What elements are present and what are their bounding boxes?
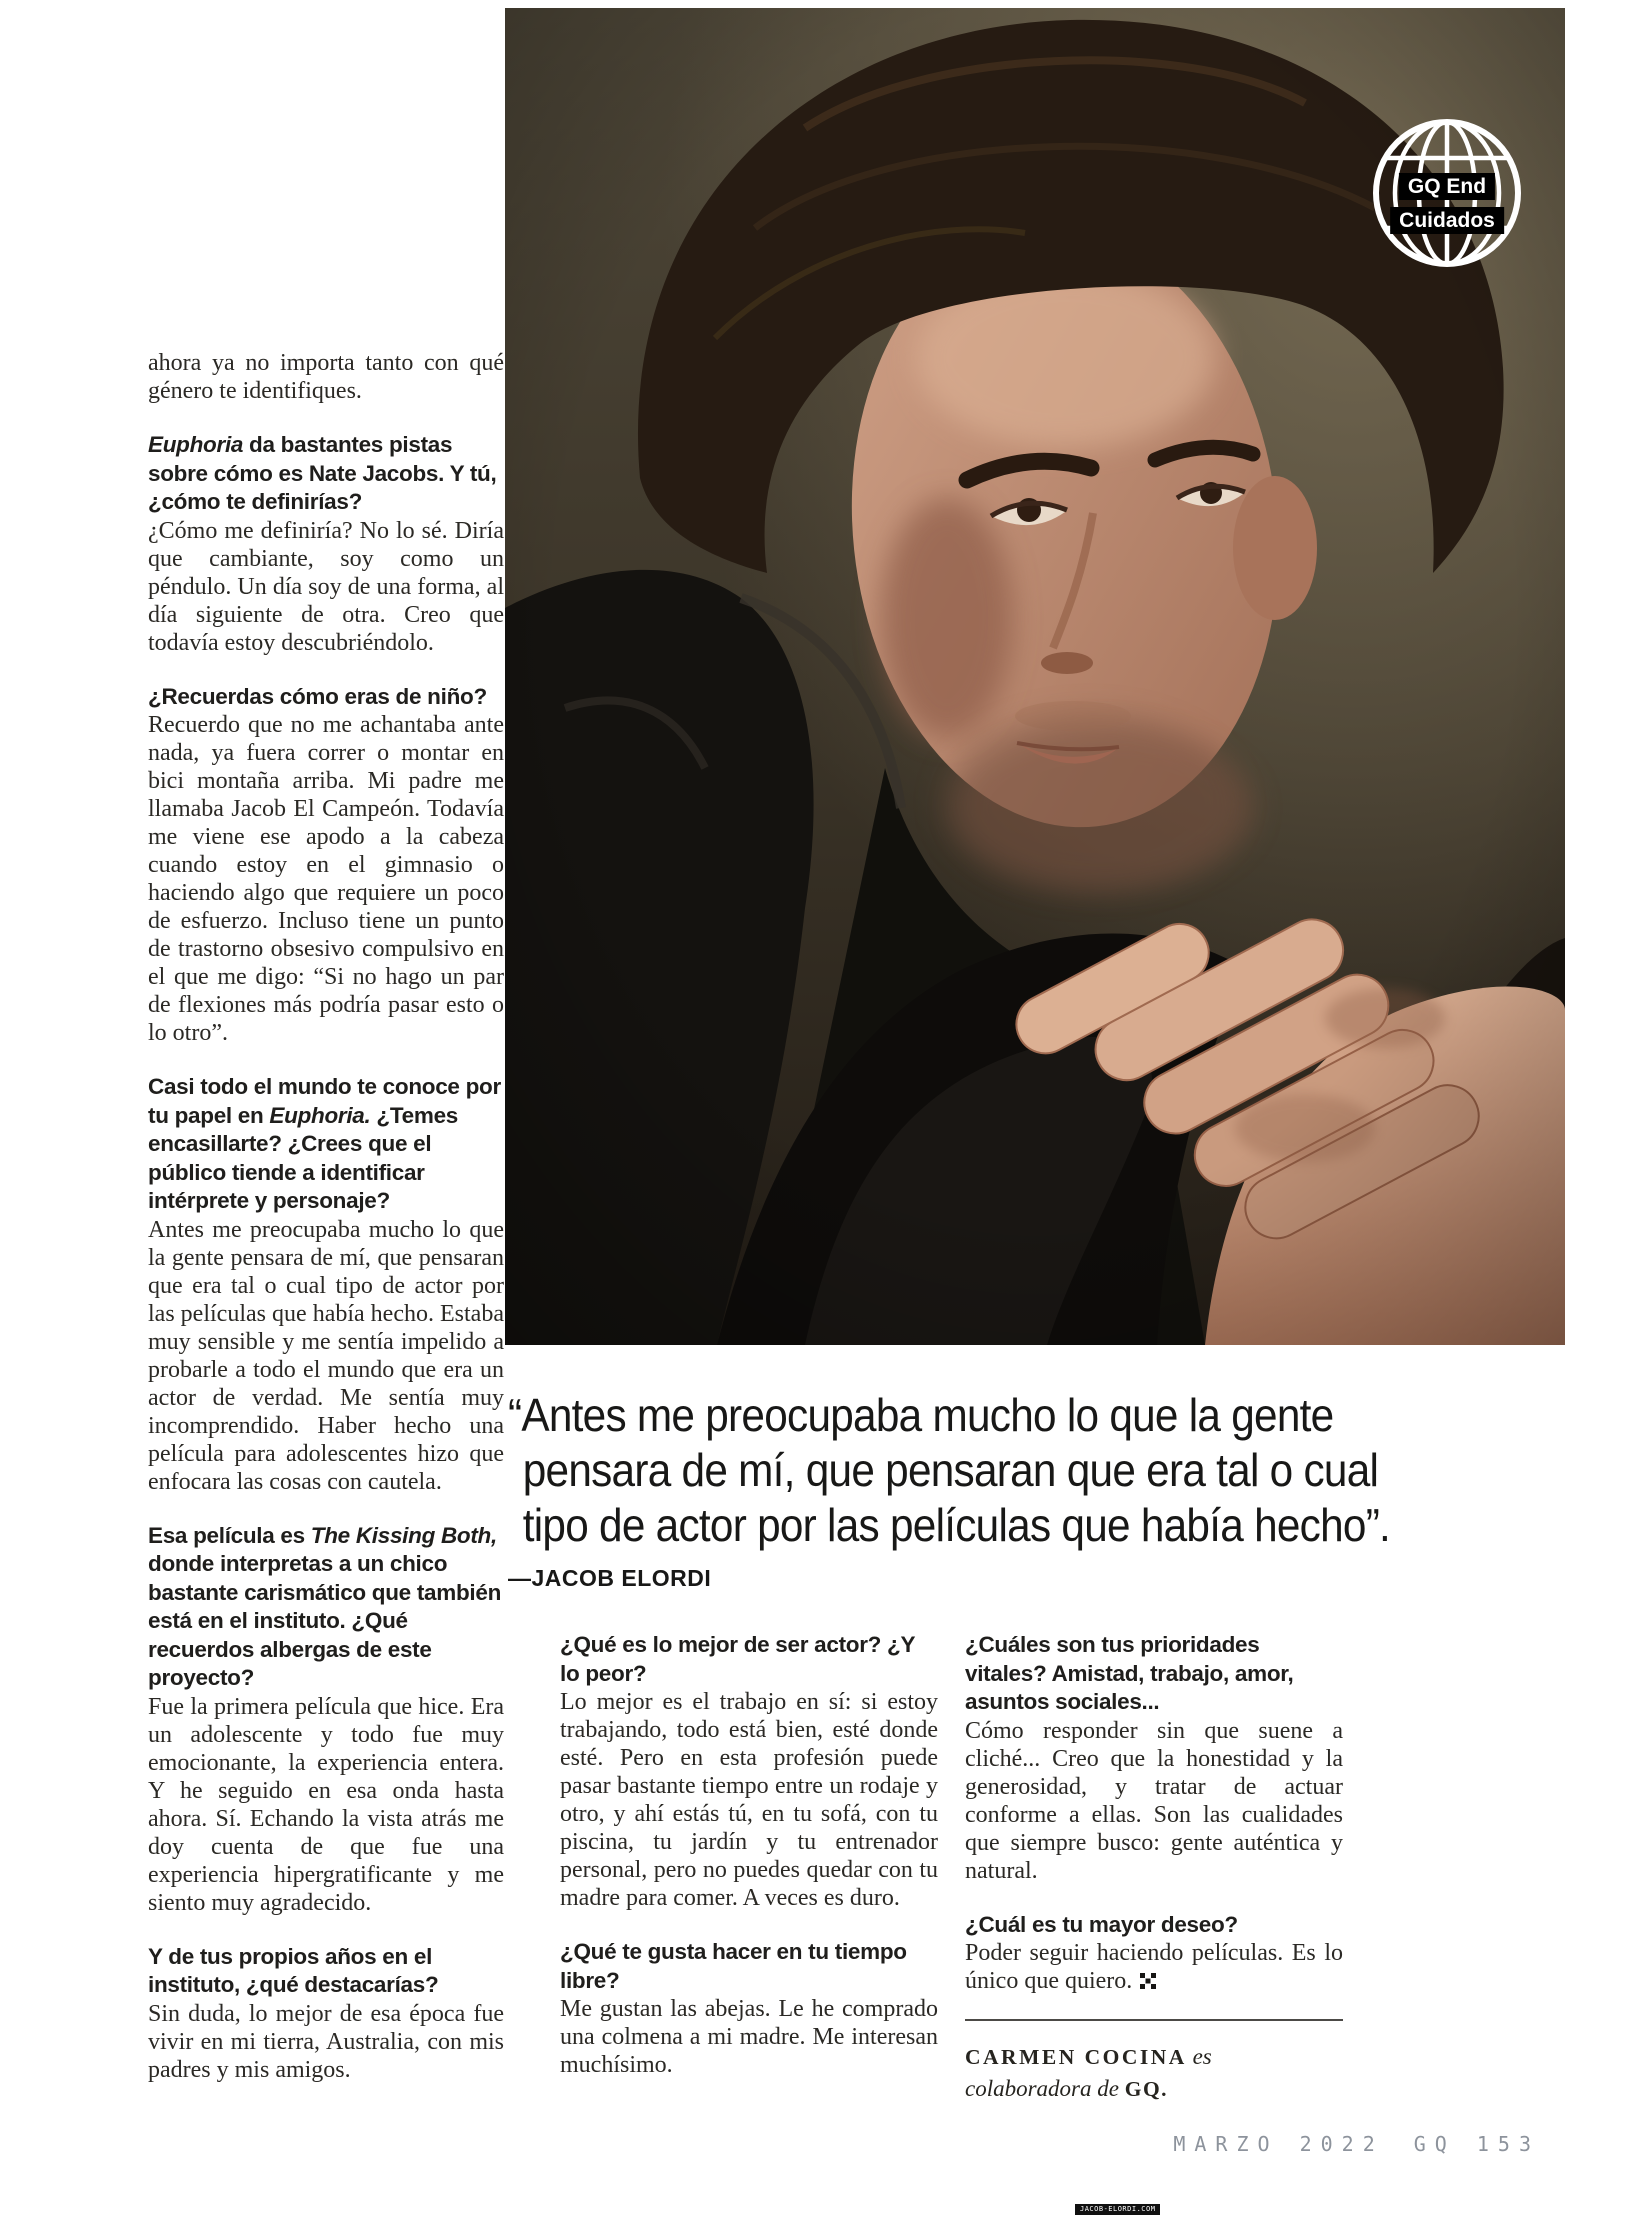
contributor-role-de: de [1097,2076,1125,2101]
pull-quote-attribution: —JACOB ELORDI [508,1565,712,1591]
question-kissing-booth [148,1522,504,1693]
end-mark-icon [1140,1973,1156,1989]
contributor-credit [965,2041,1343,2105]
answer: Recuerdo que no me achantaba ante nada, ya fuera correr o montar en bici montaña arriba. Mi padre me llamaba Jacob El Campeón. Todavía me viene ese apodo a la cabeza cuando estoy en el gimnasio o haciendo algo que requiere un poco de esfuerzo. Incluso tiene un punto de trastorno obsesivo compulsivo en el que me digo: “Si no hago un par de flexiones más podría pasar esto o lo otro”. [148,712,504,1046]
interview-column-middle [560,1631,938,2079]
watermark-tag: JACOB-ELORDI.COM [1075,2204,1160,2215]
badge-label-bottom: Cuidados [1390,207,1504,234]
portrait-photo [505,8,1565,1345]
page-footer [1173,2132,1540,2156]
answer: Lo mejor es el trabajo en sí: si estoy trabajando, todo está bien, esté donde esté. Pero en esta profesión puede pasar bastante tiempo entre un rodaje y otro, y ahí estás tú, en tu sofá, con tu piscina, tu jardín y tu entrenador personal, pero no puedes quedar con tu madre para comer. A veces es duro. [560,1689,938,1911]
question-school-years: Y de tus propios años en el instituto, ¿qué destacarías? [148,1943,439,1997]
answer-with-endmark [965,1939,1343,1995]
question-italic: The Kissing Both, [310,1522,497,1548]
question-priorities: ¿Cuáles son tus prioridades vitales? Amistad, trabajo, amor, asuntos sociales... [965,1632,1294,1714]
contributor-role: es colaboradora [965,2044,1212,2101]
question-text: ¿Temes encasillarte? ¿Crees que el público tiende a identificar intérprete y personaje? [148,1102,458,1213]
pull-quote-line: tipo de actor por las películas que había hecho”. [522,1499,1391,1551]
question-italic: Euphoria [148,432,244,457]
answer: Antes me preocupaba mucho lo que la gente pensara de mí, que pensaran que era tal o cual tipo de actor por las películas que había hecho. Estaba muy sensible y me sentía impelido a probarle a todo el mundo que era un actor de verdad. Me sentía muy incomprendido. Haber hecho una película para adolescentes hizo que enfocara las cosas con cautela. [148,1216,504,1495]
pull-quote-line: “Antes me preocupaba mucho lo que la gente [508,1389,1334,1441]
answer: ¿Cómo me definiría? No lo sé. Diría que cambiante, soy como un péndulo. Un día soy de una forma, al día siguiente de otra. Creo que todavía estoy descubriéndolo. [148,517,504,656]
pull-quote-line: pensara de mí, que pensaran que era tal o cual [522,1444,1379,1496]
interview-column-left [148,349,504,2084]
question-typecast [148,1073,504,1216]
answer: Cómo responder sin que suene a cliché... Creo que la honestidad y la generosidad, y tratar de actuar conforme a ellas. Son las cualidades que siempre busco: gente auténtica y natural. [965,1717,1343,1884]
contributor-name: CARMEN COCINA [965,2045,1187,2069]
question-text: Casi todo el mundo te conoce por tu papel en [148,1074,501,1128]
question-euphoria [148,431,504,517]
answer: Me gustan las abejas. Le he comprado una colmena a mi madre. Me interesan muchísimo. [560,1996,938,2078]
question-text: Esa película es [148,1522,311,1548]
footer-page-number: GQ 153 [1413,2132,1540,2156]
intro-paragraph: ahora ya no importa tanto con qué género te identifiques. [148,350,504,404]
answer: Sin duda, lo mejor de esa época fue vivir en mi tierra, Australia, con mis padres y mis amigos. [148,2000,504,2083]
brand-name: GQ. [1124,2077,1169,2101]
question-text: da bastantes pistas sobre cómo es Nate Jacobs. Y tú, ¿cómo te definirías? [148,432,497,514]
interview-column-right [965,1631,1343,2105]
badge-label-top: GQ End [1399,173,1495,200]
answer: Fue la primera película que hice. Era un adolescente y todo fue muy emocionante, la experiencia entera. Y he seguido en esa onda hasta ahora. Sí. Echando la vista atrás me doy cuenta de que fue una experiencia hipergratificante y me siento muy agradecido. [148,1693,504,1916]
footer-issue: MARZO 2022 [1173,2132,1384,2156]
gq-end-badge [1372,118,1522,268]
question-biggest-wish: ¿Cuál es tu mayor deseo? [965,1911,1238,1937]
pull-quote [508,1388,1588,1592]
credit-divider [965,2019,1343,2021]
question-best-worst: ¿Qué es lo mejor de ser actor? ¿Y lo peor? [560,1632,915,1686]
question-italic: Euphoria. [269,1102,371,1128]
answer-text: Poder seguir haciendo películas. Es lo único que quiero. [965,1940,1343,1994]
question-childhood: ¿Recuerdas cómo eras de niño? [148,683,487,709]
question-text: donde interpretas a un chico bastante carismático que también está en el instituto. ¿Qué recuerdos albergas de este proyecto? [148,1551,502,1690]
question-free-time: ¿Qué te gusta hacer en tu tiempo libre? [560,1939,907,1993]
